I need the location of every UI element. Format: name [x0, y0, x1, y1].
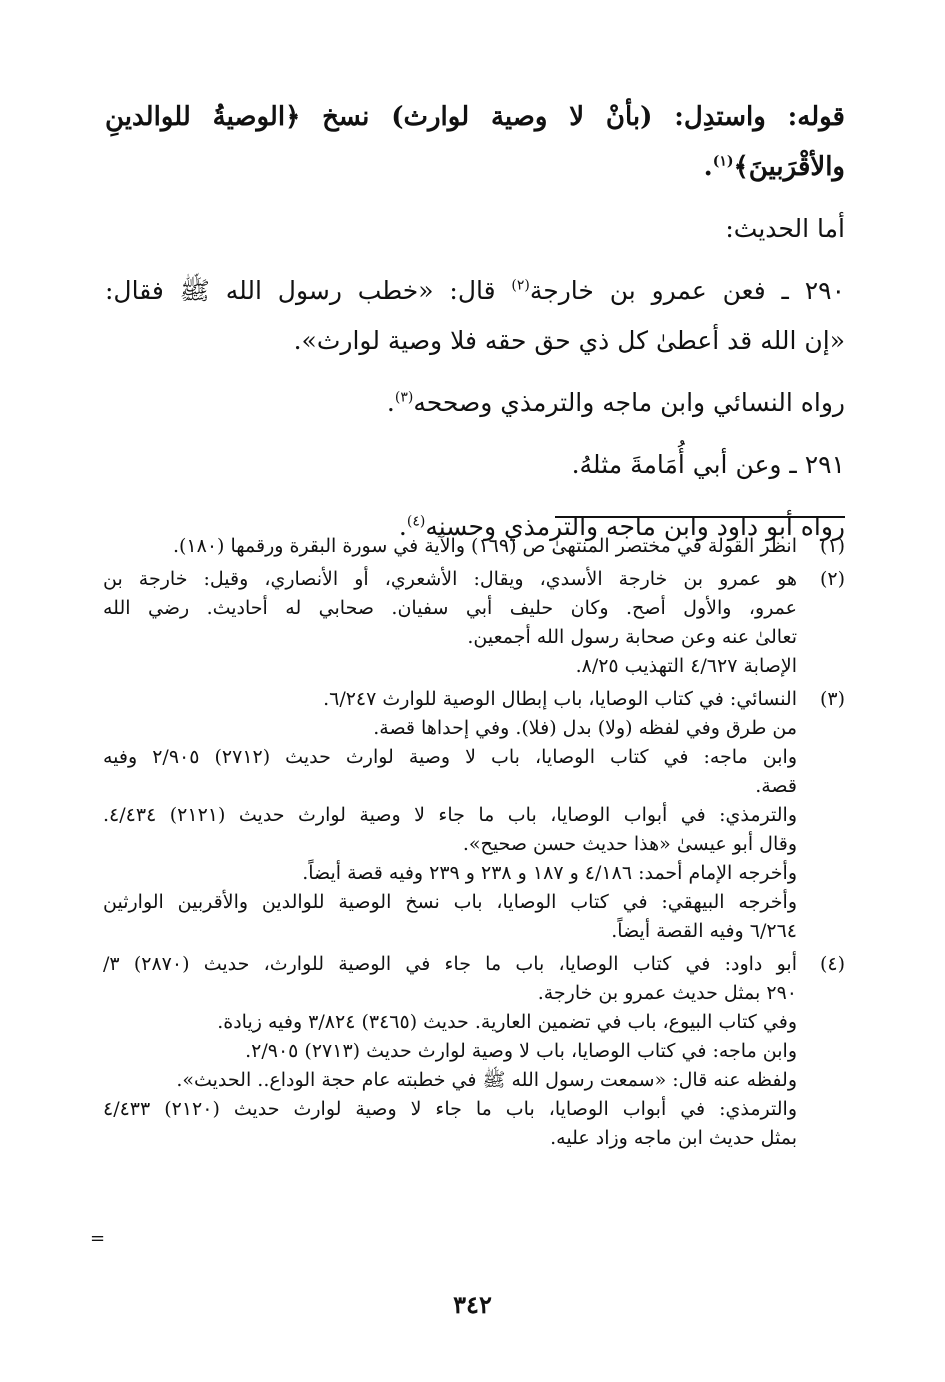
footnote-line: انظر القولة في مختصر المنتهىٰ ص (١٦٩) والآية في سورة البقرة ورقمها (١٨٠). [172, 535, 797, 557]
footnote-2 [103, 565, 845, 681]
footnote-number: (١) [819, 535, 845, 557]
footnote-line: عمرو، والأول أصح. وكان حليف أبي سفيان. صحابي له أحاديث. رضي الله [103, 597, 797, 619]
footnote-3 [103, 685, 845, 946]
footnote-number: (٢) [819, 568, 845, 590]
hadith-290-line-1-a: ٢٩٠ ـ فعن عمرو بن خارجة [529, 276, 846, 305]
hadith-291-narration-end: . [398, 512, 407, 541]
footnote-number: (٤) [819, 953, 845, 975]
footnote-4 [103, 950, 845, 1153]
footnote-line: ولفظه عنه قال: «سمعت رسول الله ﷺ في خطبته عام حجة الوداع.. الحديث». [176, 1069, 797, 1091]
hadith-290-line-1 [105, 266, 845, 316]
footnote-ref-1: (١) [712, 153, 734, 170]
footnote-line: النسائي: في كتاب الوصايا، باب إبطال الوصية للوارث ٦/٢٤٧. [323, 688, 797, 710]
quote-line-2-text: والأقْرَبينَ﴾ [733, 152, 845, 182]
footnote-line: بمثل حديث ابن ماجه وزاد عليه. [550, 1127, 797, 1149]
footnote-line: وأخرجه البيهقي: في كتاب الوصايا، باب نسخ الوصية للوالدين والأقربين الوارثين [103, 891, 797, 913]
footnote-ref-4: (٤) [406, 513, 426, 530]
footnote-line: ٢٩٠ بمثل حديث عمرو بن خارجة. [537, 982, 797, 1004]
footnote-line: وابن ماجه: في كتاب الوصايا، باب لا وصية لوارث حديث (٢٧١٣) ٢/٩٠٥. [245, 1040, 797, 1062]
page-number: ٣٤٢ [453, 1290, 492, 1319]
footnotes [103, 532, 845, 1153]
hadith-290-line-2: «إن الله قد أعطىٰ كل ذي حق حقه فلا وصية لوارث». [293, 326, 845, 355]
footnote-line: تعالىٰ عنه وعن صحابة رسول الله أجمعين. [467, 626, 797, 648]
continuation-mark: = [90, 1228, 106, 1249]
footnote-line: والترمذي: في أبواب الوصايا، باب ما جاء لا وصية لوارث حديث (٢١٢١) ٤/٤٣٤. [103, 804, 797, 826]
footnote-ref-3: (٣) [394, 389, 414, 406]
hadith-heading: أما الحديث: [725, 214, 845, 243]
hadith-291: ٢٩١ ـ وعن أبي أُمَامةَ مثلهُ. [571, 450, 845, 479]
footnote-separator [555, 516, 845, 518]
footnote-line: الإصابة ٤/٦٢٧ التهذيب ٨/٢٥. [575, 655, 797, 677]
quote-line-2-end: . [703, 152, 713, 182]
footnote-line: ٦/٢٦٤ وفيه القصة أيضاً. [611, 920, 797, 942]
footnote-1 [103, 532, 845, 561]
hadith-290-narration-end: . [386, 388, 395, 417]
quote-line-2 [105, 142, 845, 192]
hadith-290-line-1-b: قال: «خطب رسول الله ﷺ فقال: [105, 276, 512, 305]
footnote-line: من طرق وفي لفظه (ولا) بدل (فلا). وفي إحداها قصة. [373, 717, 797, 739]
hadith-291-narration-text: رواه أبو داود وابن ماجه والترمذي وحسنه [425, 512, 845, 541]
footnote-line: وقال أبو عيسىٰ «هذا حديث حسن صحيح». [462, 833, 797, 855]
hadith-290-narration [105, 378, 845, 428]
quote-line-1: قوله: واستدِل: (بأنْ لا وصية لوارث) نسخ ﴿الوصيةُ للوالدينِ [105, 102, 845, 132]
footnote-line: والترمذي: في أبواب الوصايا، باب ما جاء لا وصية لوارث حديث (٢١٢٠) ٤/٤٣٣ [103, 1098, 797, 1120]
footnote-line: وابن ماجه: في كتاب الوصايا، باب لا وصية لوارث حديث (٢٧١٢) ٢/٩٠٥ وفيه [103, 746, 798, 768]
footnote-line: وأخرجه الإمام أحمد: ٤/١٨٦ و ١٨٧ و ٢٣٨ و ٢٣٩ وفيه قصة أيضاً. [302, 862, 797, 884]
hadith-290-narration-text: رواه النسائي وابن ماجه والترمذي وصححه [413, 388, 845, 417]
footnote-line: وفي كتاب البيوع، باب في تضمين العارية. حديث (٣٤٦٥) ٣/٨٢٤ وفيه زيادة. [217, 1011, 797, 1033]
footnote-line: أبو داود: في كتاب الوصايا، باب ما جاء في الوصية للوارث، حديث (٢٨٧٠) ٣/ [103, 953, 797, 975]
footnote-line: هو عمرو بن خارجة الأسدي، ويقال: الأشعري، أو الأنصاري، وقيل: خارجة بن [103, 568, 797, 590]
main-text [105, 92, 845, 552]
footnote-number: (٣) [819, 688, 845, 710]
footnote-ref-2: (٢) [511, 277, 530, 294]
footnote-line: قصة. [755, 775, 797, 797]
